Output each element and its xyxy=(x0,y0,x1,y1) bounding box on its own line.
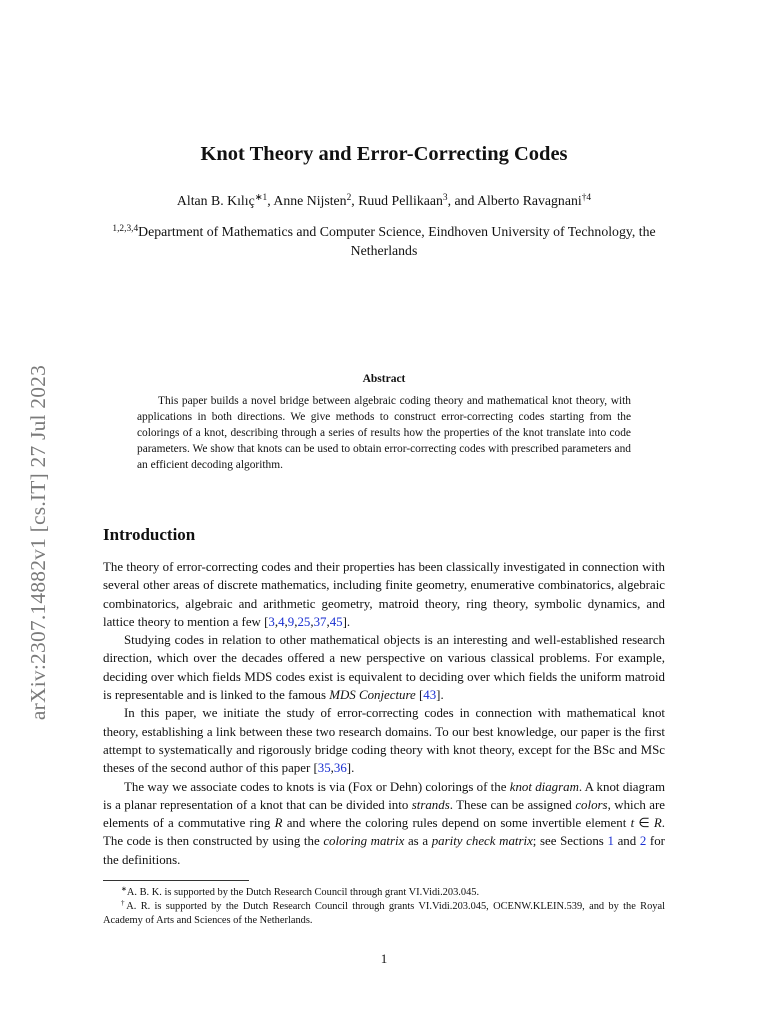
emphasized-text: strands xyxy=(411,797,450,812)
author-mark: 2 xyxy=(346,192,352,203)
citation-link[interactable]: 1 xyxy=(607,834,614,849)
footnote-rule xyxy=(103,880,249,881)
paragraph xyxy=(103,558,665,631)
abstract-text: This paper builds a novel bridge between algebraic coding theory and mathematical knot theory, with applications in both directions. We give methods to construct error-correcting codes starting from the colorings of a knot, describing through a series of results how the properties of the knot translate into code parameters. We show that knots can be used to obtain error-correcting codes with prescribed parameters and an efficient decoding algorithm. xyxy=(137,395,631,471)
paragraph-text: and xyxy=(613,834,640,849)
author-separator: , and xyxy=(447,193,478,208)
citation-link[interactable]: 45 xyxy=(329,614,343,629)
citation-link[interactable]: 9 xyxy=(287,614,295,629)
footnote xyxy=(103,886,665,900)
paragraph-text: . A knot diagram is a planar representation of a knot that can be divided into xyxy=(103,779,665,812)
footnote-text: A. R. is supported by the Dutch Research Council through grants VI.Vidi.203.045, OCENW.KLEIN.539, and by the Royal Academy of Arts and Sciences of the Netherlands. xyxy=(103,901,665,927)
citation-link[interactable]: 37 xyxy=(313,614,327,629)
introduction-body xyxy=(103,558,665,869)
author-name: Alberto Ravagnani xyxy=(477,193,582,208)
arxiv-identifier xyxy=(24,337,54,747)
paragraph-text: , xyxy=(330,761,334,776)
arxiv-identifier-text: arXiv:2307.14882v1 [cs.IT] 27 Jul 2023 xyxy=(26,364,51,720)
emphasized-text: knot diagram xyxy=(509,779,579,794)
paper-title: Knot Theory and Error-Correcting Codes xyxy=(200,143,568,165)
citation-link[interactable]: 4 xyxy=(278,614,285,629)
page-number: 1 xyxy=(380,951,388,966)
section-heading-introduction: Introduction xyxy=(103,525,196,544)
citation-link[interactable]: 3 xyxy=(268,614,275,629)
citation-link[interactable]: 36 xyxy=(333,761,347,776)
paragraph-text: as a xyxy=(404,834,432,849)
paragraph-text: for the definitions. xyxy=(103,834,665,867)
citation-link[interactable]: 25 xyxy=(297,614,311,629)
citation-link[interactable]: 2 xyxy=(639,834,647,849)
footnote-text: A. B. K. is supported by the Dutch Research Council through grant VI.Vidi.203.045. xyxy=(126,887,480,898)
author-mark: 3 xyxy=(442,192,448,203)
footnote-mark: † xyxy=(121,899,127,908)
paragraph-text: , which are elements of a commutative ring xyxy=(103,797,665,831)
paragraph-text: , xyxy=(326,614,330,629)
paragraph-text: [ xyxy=(415,688,424,703)
author-mark: ∗1 xyxy=(254,192,268,203)
paragraph xyxy=(103,631,665,704)
paragraph-text: . These can be assigned xyxy=(449,797,576,812)
paragraph-text: ]. xyxy=(342,614,351,629)
paragraph-text: , xyxy=(274,614,279,629)
emphasized-text: coloring matrix xyxy=(323,834,405,849)
emphasized-text: R xyxy=(274,816,283,831)
author-separator: , xyxy=(267,193,274,208)
affiliation xyxy=(105,222,663,260)
paragraph xyxy=(103,778,665,869)
author-name: Anne Nijsten xyxy=(273,193,347,208)
emphasized-text: parity check matrix xyxy=(431,834,533,849)
author-list xyxy=(0,193,768,209)
footnote xyxy=(103,900,665,928)
paragraph-text: The theory of error-correcting codes and their properties has been classically investigated in connection with several other areas of discrete mathematics, including finite geometry, enumerative combinatorics, algebraic combinatorics, algebraic and arithmetic geometry, matroid theory, ring theory, symbolic dynamics, and lattice theory to mention a few [ xyxy=(103,560,665,629)
emphasized-text: t xyxy=(630,816,635,831)
author-mark: †4 xyxy=(581,192,592,203)
citation-link[interactable]: 35 xyxy=(317,761,331,776)
footnote-mark: ∗ xyxy=(121,885,127,894)
paragraph-text: In this paper, we initiate the study of error-correcting codes in connection with mathematical knot theory, establishing a link between these two research domains. To our best knowledge, our paper is the first attempt to systematically and rigorously bridge coding theory with knot theory, except for the BSc and MSc theses of the second author of this paper [ xyxy=(103,706,665,776)
affiliation-text: Department of Mathematics and Computer Science, Eindhoven University of Technology, the Netherlands xyxy=(138,224,656,258)
paragraph-text: The way we associate codes to knots is via (Fox or Dehn) colorings of the xyxy=(124,779,510,794)
affiliation-mark: 1,2,3,4 xyxy=(112,223,139,234)
citation-link[interactable]: 43 xyxy=(423,688,437,703)
emphasized-text: MDS Conjecture xyxy=(329,688,416,703)
paragraph-text: , xyxy=(284,614,288,629)
author-name: Ruud Pellikaan xyxy=(358,193,443,208)
paragraph-text: Studying codes in relation to other mathematical objects is an interesting and well-established research direction, which over the decades offered a new perspective on various classical problems. For example, deciding over which fields MDS codes exist is equivalent to deciding over which fields the uniform matroid is representable and is linked to the famous xyxy=(103,633,665,703)
footnotes xyxy=(103,886,665,929)
paragraph-text: . The code is then constructed by using the xyxy=(103,816,665,849)
paragraph-text: ]. xyxy=(436,688,444,703)
author-name: Altan B. Kılıç xyxy=(176,193,255,208)
paragraph-text: , xyxy=(294,614,298,629)
abstract-heading: Abstract xyxy=(362,373,406,385)
paragraph xyxy=(103,704,665,777)
paragraph-text: ; see Sections xyxy=(532,834,608,849)
author-separator: , xyxy=(351,193,359,208)
paragraph-text: and where the coloring rules depend on some invertible element xyxy=(282,816,631,831)
paragraph-text: , xyxy=(310,614,314,629)
emphasized-text: colors xyxy=(575,797,608,812)
paragraph-text: ∈ xyxy=(634,816,654,831)
emphasized-text: R xyxy=(653,816,662,831)
paragraph-text: ]. xyxy=(346,761,355,776)
